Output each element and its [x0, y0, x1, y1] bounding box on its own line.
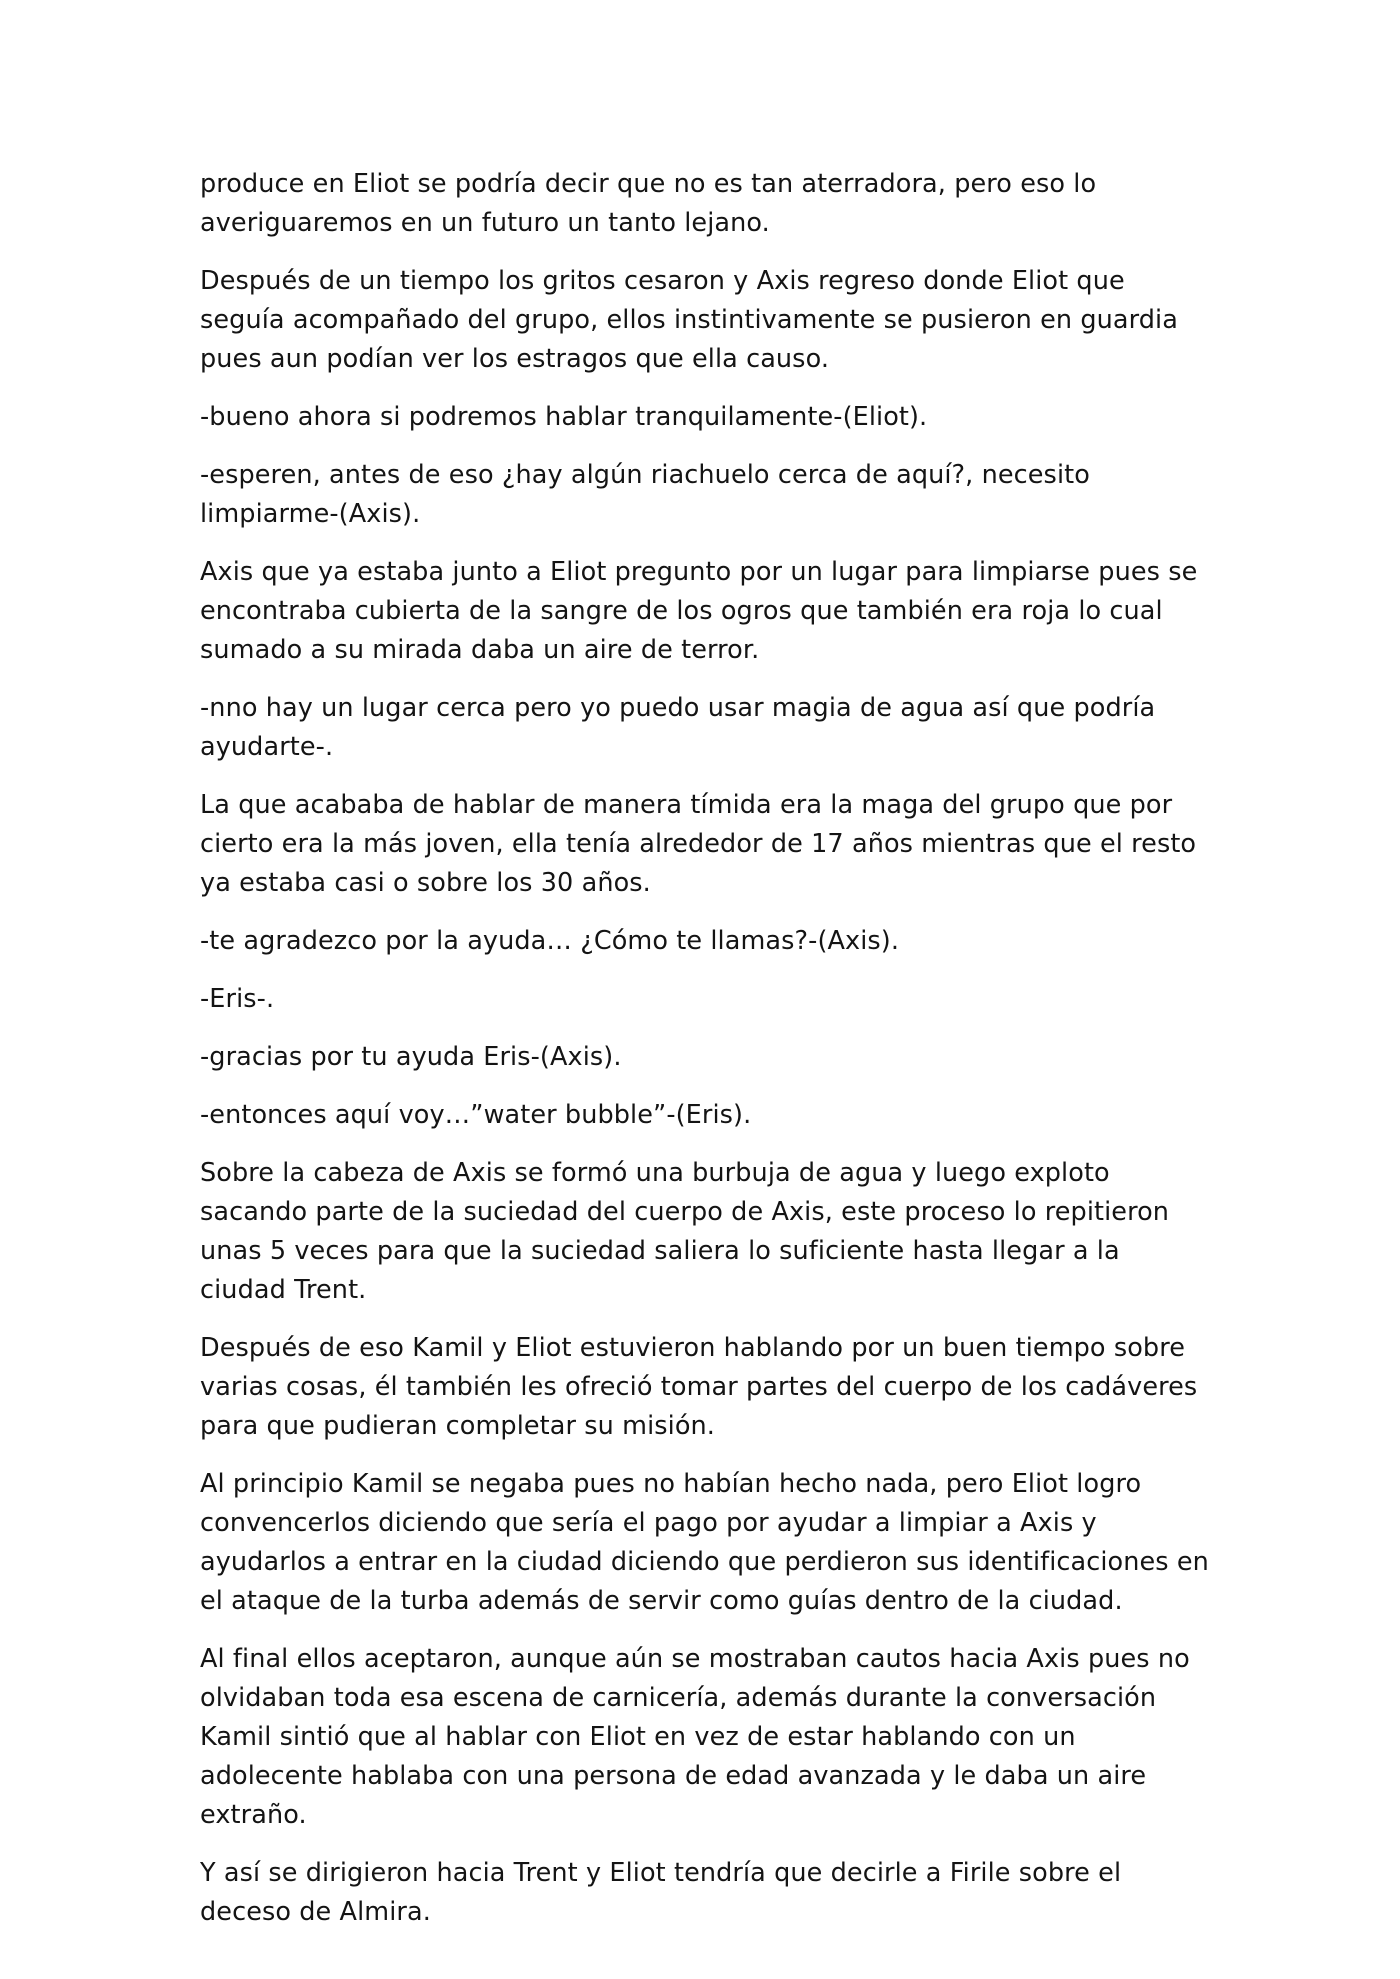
paragraph: Al final ellos aceptaron, aunque aún se mostraban cautos hacia Axis pues no olvidaban toda esa escena de carnicería, además durante la conversación Kamil sintió que al hablar con Eliot en vez de estar hablando con un adolecente hablaba con una persona de edad avanzada y le daba un aire extraño.: [200, 1644, 1190, 1830]
dialogue-line: -bueno ahora si podremos hablar tranquilamente-(Eliot).: [200, 402, 928, 432]
paragraph: La que acababa de hablar de manera tímida era la maga del grupo que por cierto era la más joven, ella tenía alrededor de 17 años mientras que el resto ya estaba casi o sobre los 30 años.: [200, 790, 1197, 898]
paragraph: Al principio Kamil se negaba pues no habían hecho nada, pero Eliot logro convencerlos diciendo que sería el pago por ayudar a limpiar a Axis y ayudarlos a entrar en la ciudad diciendo que perdieron sus identificaciones en el ataque de la turba además de servir como guías dentro de la ciudad.: [200, 1469, 1209, 1616]
dialogue-line: -Eris-.: [200, 984, 275, 1014]
paragraph: Sobre la cabeza de Axis se formó una burbuja de agua y luego exploto sacando parte de la suciedad del cuerpo de Axis, este proceso lo repitieron unas 5 veces para que la suciedad saliera lo suficiente hasta llegar a la ciudad Trent.: [200, 1158, 1170, 1305]
dialogue-line: -esperen, antes de eso ¿hay algún riachuelo cerca de aquí?, necesito limpiarme-(Axis).: [200, 460, 1090, 529]
paragraph: Axis que ya estaba junto a Eliot pregunto por un lugar para limpiarse pues se encontraba cubierta de la sangre de los ogros que también era roja lo cual sumado a su mirada daba un aire de terror.: [200, 557, 1198, 665]
dialogue-line: -te agradezco por la ayuda… ¿Cómo te llamas?-(Axis).: [200, 926, 900, 956]
document-body: [200, 165, 1210, 1951]
dialogue-line: -nno hay un lugar cerca pero yo puedo usar magia de agua así que podría ayudarte-.: [200, 693, 1156, 762]
paragraph: Después de eso Kamil y Eliot estuvieron hablando por un buen tiempo sobre varias cosas, él también les ofreció tomar partes del cuerpo de los cadáveres para que pudieran completar su misión.: [200, 1333, 1198, 1441]
paragraph: Y así se dirigieron hacia Trent y Eliot tendría que decirle a Firile sobre el deceso de Almira.: [200, 1858, 1122, 1927]
dialogue-line: -entonces aquí voy…”water bubble”-(Eris).: [200, 1100, 752, 1130]
paragraph: produce en Eliot se podría decir que no es tan aterradora, pero eso lo averiguaremos en un futuro un tanto lejano.: [200, 169, 1097, 238]
paragraph: Después de un tiempo los gritos cesaron y Axis regreso donde Eliot que seguía acompañado del grupo, ellos instintivamente se pusieron en guardia pues aun podían ver los estragos que ella causo.: [200, 266, 1178, 374]
dialogue-line: -gracias por tu ayuda Eris-(Axis).: [200, 1042, 622, 1072]
